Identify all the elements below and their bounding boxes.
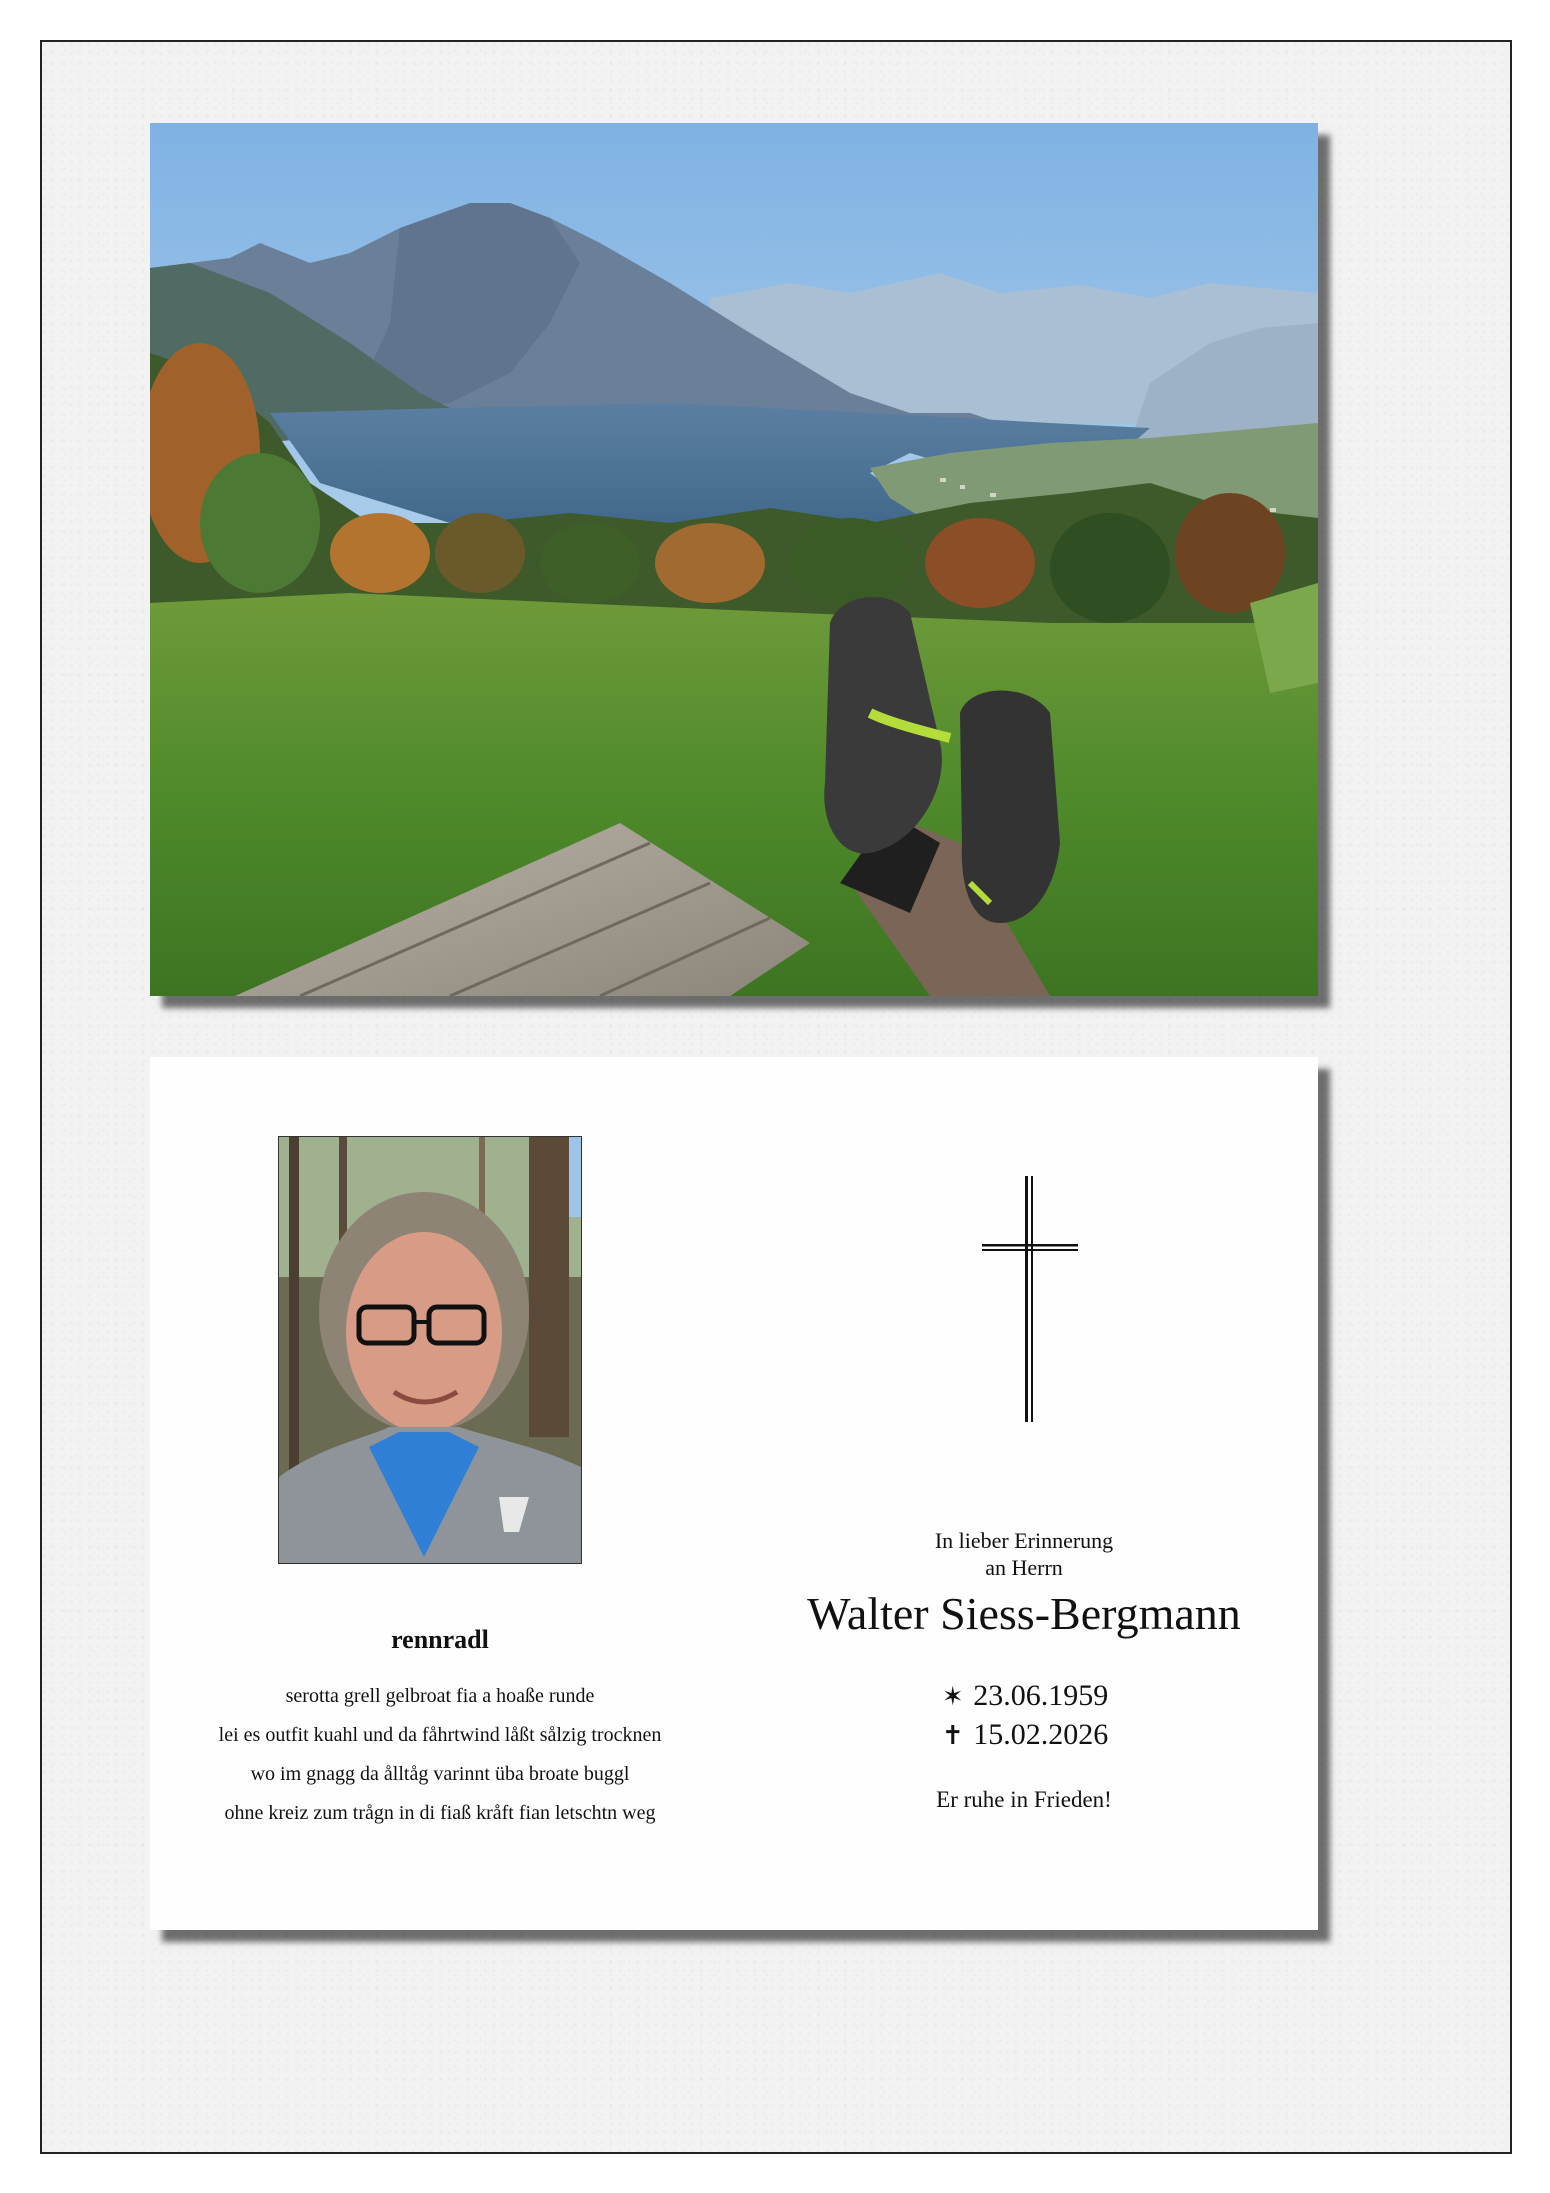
deceased-name: Walter Siess-Bergmann — [807, 1588, 1241, 1639]
portrait-photo — [278, 1136, 582, 1564]
birth-star-icon: ✶ — [941, 1682, 964, 1712]
poem-line: wo im gnagg da ålltåg varinnt üba broate buggl — [250, 1763, 630, 1785]
poem — [150, 1677, 730, 1833]
poem-line: lei es outfit kuahl und da fåhrtwind låßt sålzig trocknen — [218, 1724, 662, 1746]
landscape-photo — [150, 123, 1318, 996]
death-cross-icon: ✝ — [941, 1721, 964, 1751]
death-date-row — [730, 1716, 1318, 1755]
death-date: 15.02.2026 — [973, 1718, 1109, 1751]
landscape-card — [150, 123, 1318, 996]
memorial-intro — [730, 1527, 1318, 1581]
poem-line: ohne kreiz zum trågn in di fiaß kråft fian letschtn weg — [224, 1802, 656, 1824]
memorial-card — [150, 1057, 1318, 1930]
poem-title: rennradl — [391, 1625, 489, 1654]
memorial-line-2: an Herrn — [985, 1555, 1063, 1580]
closing-text: Er ruhe in Frieden! — [936, 1787, 1112, 1812]
birth-date: 23.06.1959 — [973, 1679, 1109, 1712]
life-dates — [730, 1677, 1318, 1755]
birth-date-row — [730, 1677, 1318, 1716]
poem-line: serotta grell gelbroat fia a hoaße runde — [285, 1685, 595, 1707]
memorial-line-1: In lieber Erinnerung — [934, 1528, 1114, 1553]
cross-icon — [980, 1174, 1080, 1424]
